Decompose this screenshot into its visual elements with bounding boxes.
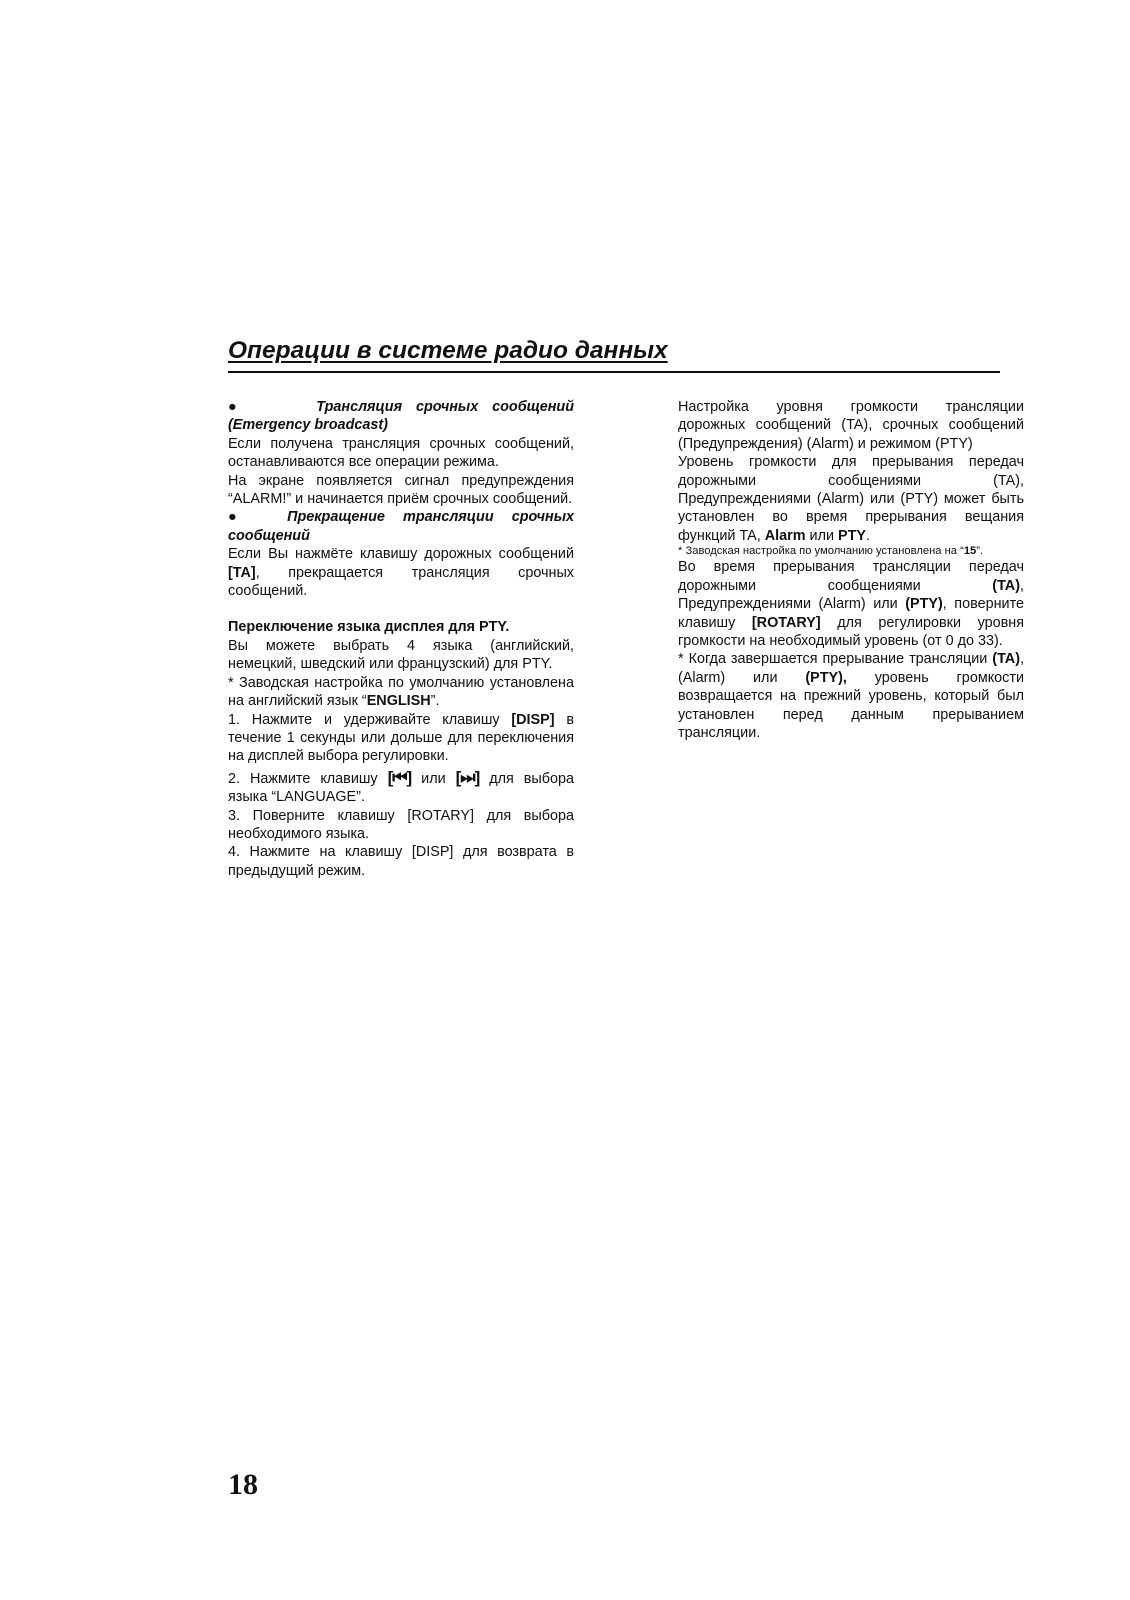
volume-paragraph: Уровень громкости для прерывания передач дорожными сообщениями (TA), Предупреждениями (Alarm) или (PTY) может быть установлен во время прерывания вещания функций TA, Alarm или PTY. <box>678 454 1024 544</box>
stop-paragraph: Если Вы нажмёте клавишу дорожных сообщений [TA], прекращается трансляция срочных сообщений. <box>228 546 574 600</box>
during-interrupt-paragraph: Во время прерывания трансляции передач дорожными сообщениями (TA), Предупреждениями (Alarm) или (PTY), поверните клавишу [ROTARY] для регулировки уровня громкости на необходимый уровень (от 0 до 33). <box>678 559 1025 650</box>
left-column <box>228 398 574 880</box>
skip-forward-icon: [⏭] <box>455 767 480 787</box>
page-title: Операции в системе радио данных <box>228 337 668 364</box>
step-2: 2. Нажмите клавишу [⏮] или [⏭] для выбора языка “LANGUAGE”. <box>228 767 574 806</box>
emergency-heading: ● Трансляция срочных сообщений (Emergency broadcast) <box>228 399 574 434</box>
right-column <box>678 398 1024 743</box>
emergency-paragraph-1: Если получена трансляция срочных сообщений, останавливаются все операции режима. <box>228 435 574 471</box>
bullet-icon: ● <box>228 399 247 415</box>
language-heading: Переключение языка дисплея для PTY. <box>228 619 510 636</box>
title-rule <box>228 337 1000 373</box>
rotary-key: [ROTARY] <box>751 614 821 631</box>
ta-key: [TA] <box>228 564 256 581</box>
skip-back-icon: [⏮] <box>387 767 412 787</box>
step-3: 3. Поверните клавишу [ROTARY] для выбора необходимого языка. <box>228 807 574 842</box>
bullet-icon: ● <box>228 509 251 526</box>
end-interrupt-paragraph: * Когда завершается прерывание трансляции (TA), (Alarm) или (PTY), уровень громкости возвращается на прежний уровень, который был установлен перед данным прерыванием трансляции. <box>678 651 1024 742</box>
language-default-note: * Заводская настройка по умолчанию установлена на английский язык “ENGLISH”. <box>228 674 574 710</box>
volume-heading-paragraph: Настройка уровня громкости трансляции дорожных сообщений (TA), срочных сообщений (Предупреждения) (Alarm) и режимом (PTY) <box>678 399 1024 452</box>
emergency-paragraph-2: На экране появляется сигнал предупреждения “ALARM!” и начинается приём срочных сообщений. <box>228 472 574 508</box>
stop-heading: ● Прекращение трансляции срочных сообщений <box>228 509 574 544</box>
page-number: 18 <box>228 1468 258 1501</box>
step-4: 4. Нажмите на клавишу [DISP] для возврата в предыдущий режим. <box>228 844 574 879</box>
disp-key: [DISP] <box>511 711 555 728</box>
default-level-note: * Заводская настройка по умолчанию установлена на “15”. <box>678 545 984 558</box>
language-paragraph: Вы можете выбрать 4 языка (английский, немецкий, шведский или французский) для PTY. <box>228 637 574 673</box>
step-1: 1. Нажмите и удерживайте клавишу [DISP] в течение 1 секунды или дольше для переключения на дисплей выбора регулировки. <box>228 711 574 765</box>
